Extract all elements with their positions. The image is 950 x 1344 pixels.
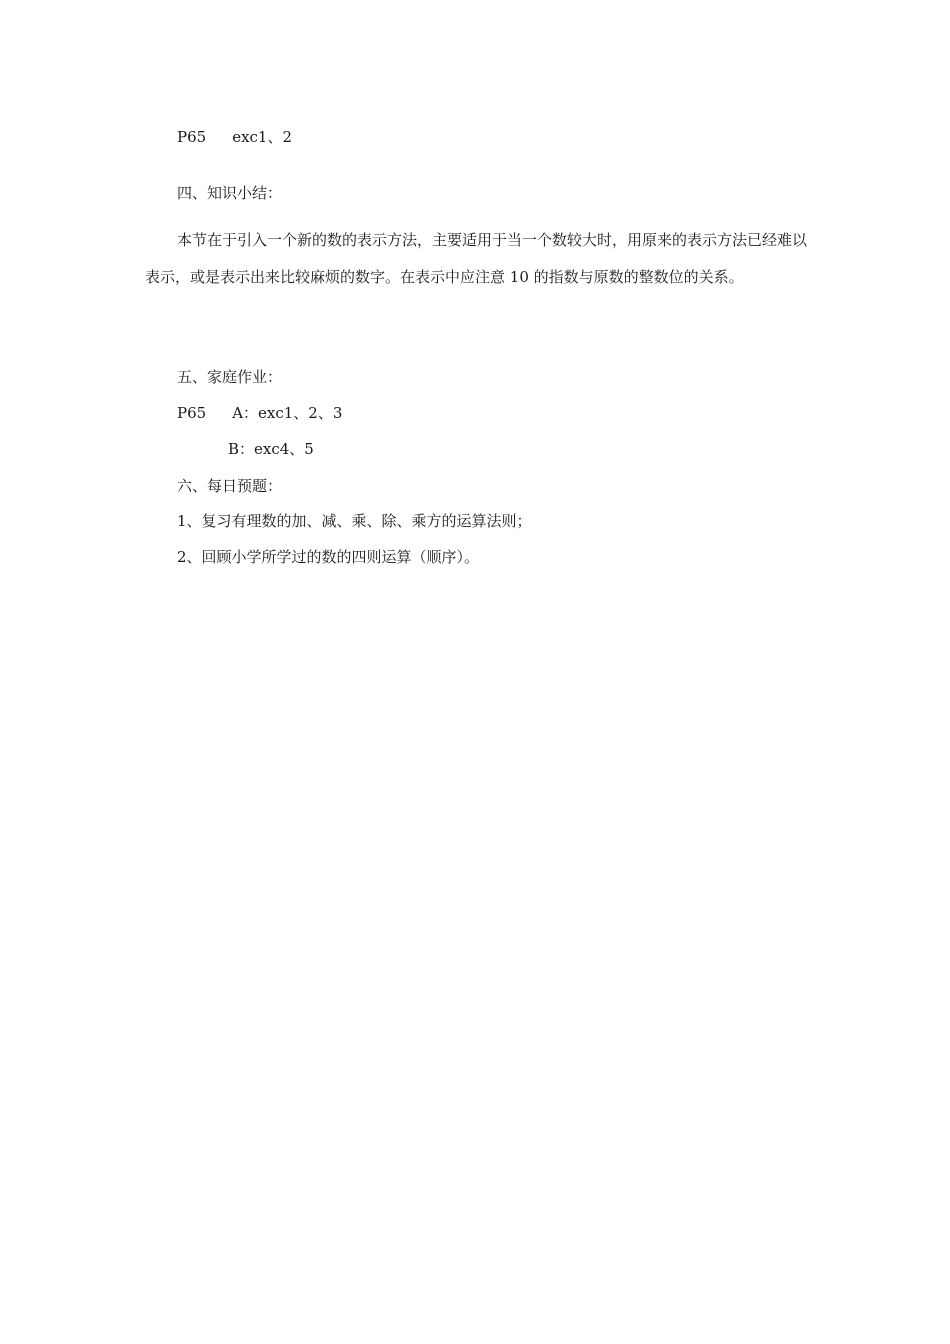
exercise-page-ref: P65 (177, 128, 207, 146)
preview-item-2: 2、回顾小学所学过的数的四则运算（顺序）。 (177, 548, 480, 566)
homework-page-ref: P65 (177, 404, 207, 422)
exercise-items: exc1、2 (232, 128, 293, 146)
homework-part-b: B：exc4、5 (228, 440, 314, 458)
preview-item-1: 1、复习有理数的加、减、乘、除、乘方的运算法则； (177, 512, 532, 530)
exercise-line (177, 127, 292, 147)
homework-heading: 五、家庭作业： (177, 368, 283, 386)
preview-heading: 六、每日预题： (177, 477, 283, 495)
summary-paragraph: 本节在于引入一个新的数的表示方法，主要适用于当一个数较大时，用原来的表示方法已经难以表示，或是表示出来比较麻烦的数字。在表示中应注意 10 的指数与原数的整数位的关系。 (145, 231, 808, 286)
summary-heading: 四、知识小结： (177, 184, 283, 202)
homework-part-a: A：exc1、2、3 (232, 404, 343, 422)
homework-part-a-line (177, 403, 342, 423)
